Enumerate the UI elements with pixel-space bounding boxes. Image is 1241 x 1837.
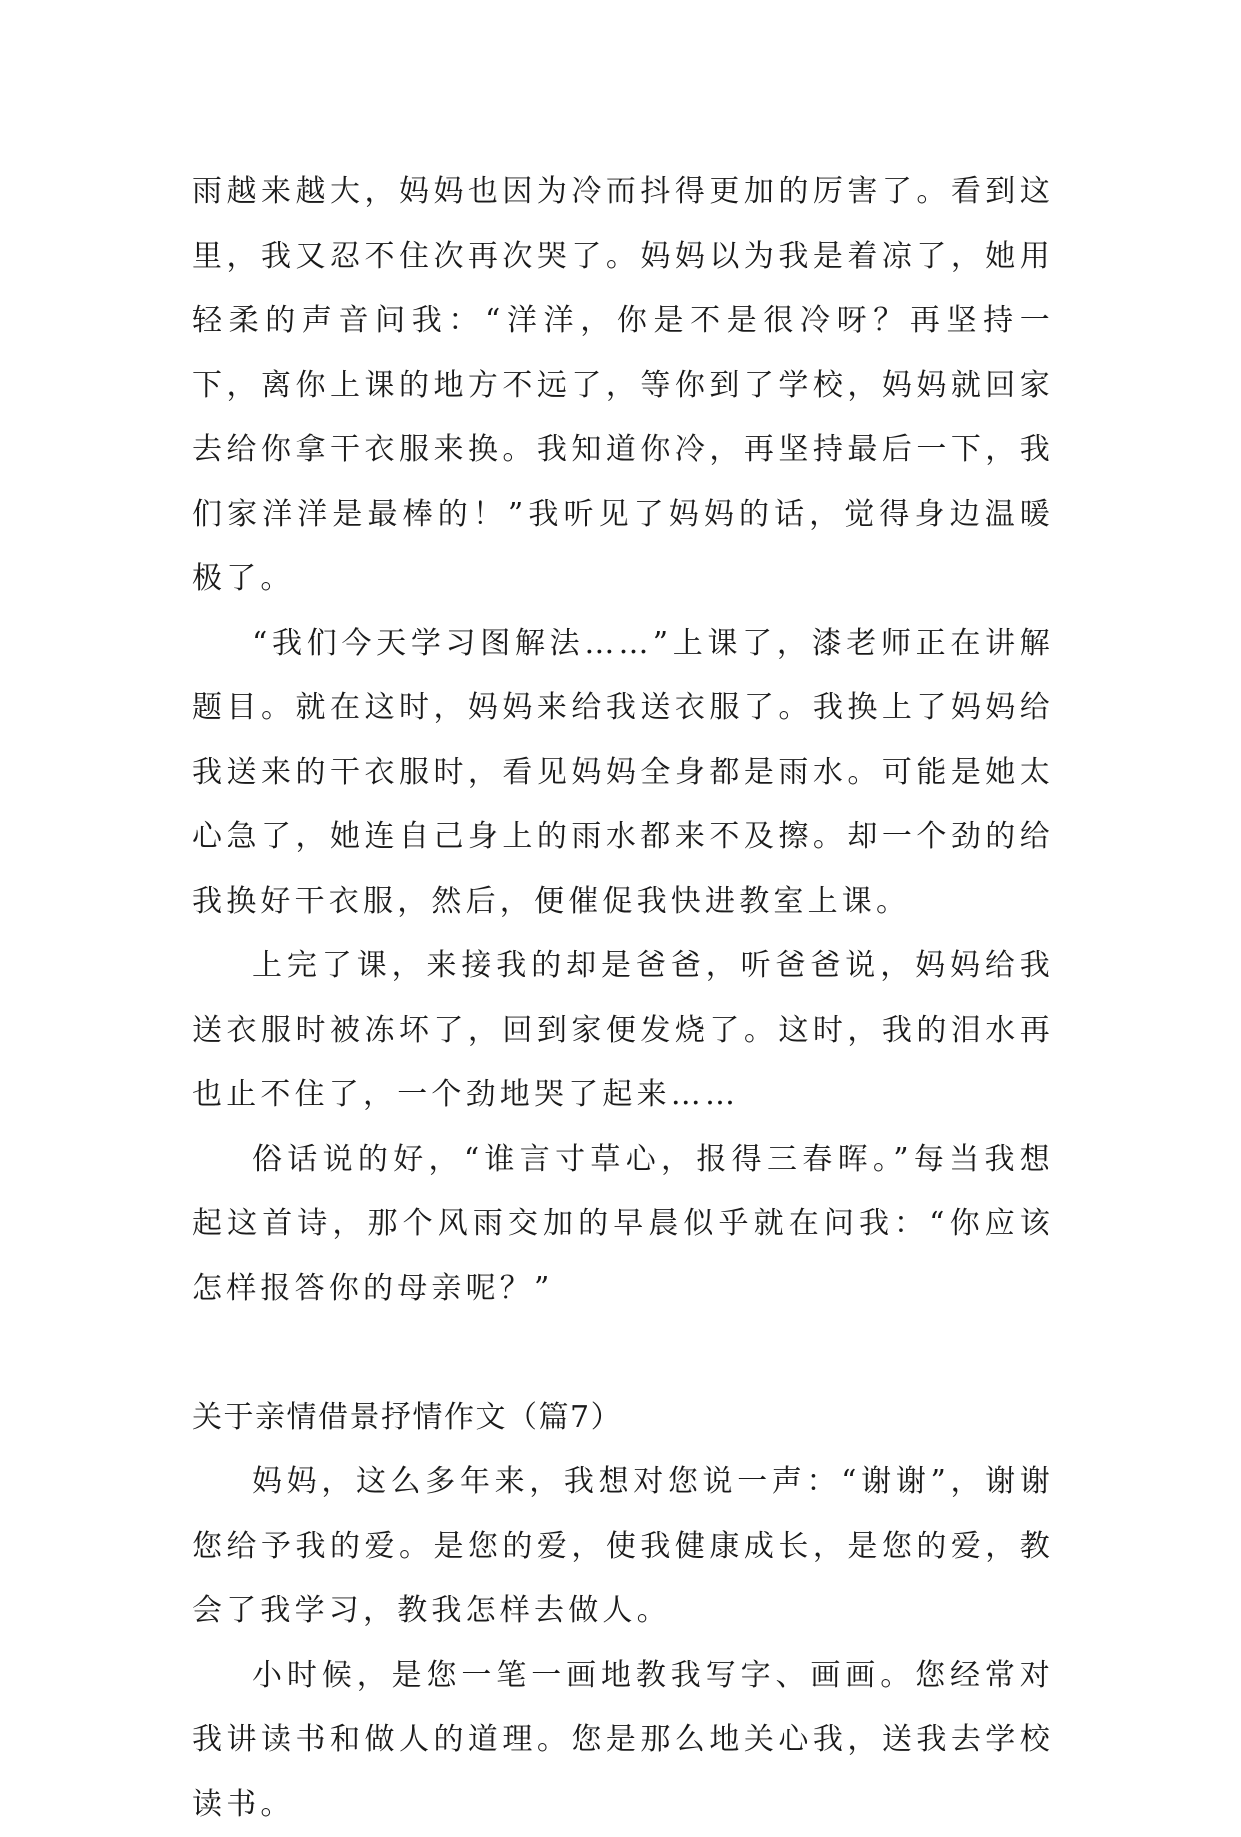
paragraph-rain-continuation: 雨越来越大，妈妈也因为冷而抖得更加的厉害了。看到这里，我又忍不住次再次哭了。妈妈以为我是着凉了，她用轻柔的声音问我：“洋洋，你是不是很冷呀？再坚持一下，离你上课的地方不远了，等你到了学校，妈妈就回家去给你拿干衣服来换。我知道你冷，再坚持最后一下，我们家洋洋是最棒的！”我听见了妈妈的话，觉得身边温暖极了。 bbox=[192, 160, 1054, 612]
paragraph-classroom: “我们今天学习图解法……”上课了，漆老师正在讲解题目。就在这时，妈妈来给我送衣服了。我换上了妈妈给我送来的干衣服时，看见妈妈全身都是雨水。可能是她太心急了，她连自己身上的雨水都来不及擦。却一个劲的给我换好干衣服，然后，便催促我快进教室上课。 bbox=[192, 612, 1054, 935]
document-body bbox=[192, 160, 1054, 1837]
paragraph-childhood: 小时候，是您一笔一画地教我写字、画画。您经常对我讲读书和做人的道理。您是那么地关心我，送我去学校读书。 bbox=[192, 1644, 1054, 1837]
section-title: 关于亲情借景抒情作文（篇7） bbox=[192, 1386, 1054, 1451]
paragraph-thanks-mother: 妈妈，这么多年来，我想对您说一声：“谢谢”，谢谢您给予我的爱。是您的爱，使我健康成长，是您的爱，教会了我学习，教我怎样去做人。 bbox=[192, 1450, 1054, 1644]
paragraph-proverb: 俗话说的好，“谁言寸草心，报得三春晖。”每当我想起这首诗，那个风雨交加的早晨似乎就在问我：“你应该怎样报答你的母亲呢？” bbox=[192, 1128, 1054, 1322]
paragraph-after-class: 上完了课，来接我的却是爸爸，听爸爸说，妈妈给我送衣服时被冻坏了，回到家便发烧了。这时，我的泪水再也止不住了，一个劲地哭了起来…… bbox=[192, 934, 1054, 1128]
section-spacer bbox=[192, 1321, 1054, 1386]
